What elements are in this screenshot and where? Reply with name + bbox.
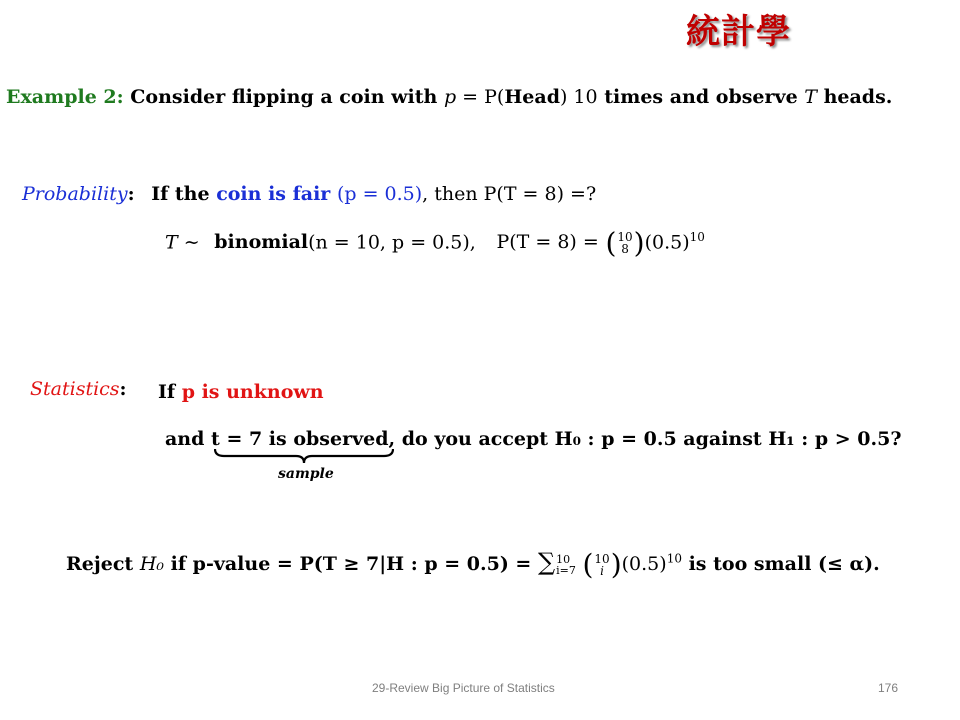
coin-fair: coin is fair xyxy=(216,183,331,205)
binom-args: (n = 10, p = 0.5), xyxy=(308,231,476,254)
binomial-line: T ∼ binomial(n = 10, p = 0.5), P(T = 8) = ( 10 8 )$(0.5)^{10}$ xyxy=(165,226,705,260)
if-unknown-line xyxy=(158,381,324,403)
example-text-a: Consider flipping a coin with xyxy=(130,86,438,108)
p-symbol: p xyxy=(443,86,457,108)
if-word: If xyxy=(158,381,176,403)
probability-label: Probability xyxy=(22,183,128,205)
statistics-line xyxy=(30,378,127,400)
binom-coef xyxy=(617,231,632,255)
binomial-word: binomial xyxy=(214,231,309,254)
binom-bottom: 8 xyxy=(621,242,629,257)
T-symbol: T xyxy=(804,86,817,108)
underbrace xyxy=(214,448,394,464)
T-sim: T ∼ xyxy=(165,231,200,254)
hypothesis-line xyxy=(165,428,901,450)
reject-text-c: is too small (≤ α). xyxy=(688,553,880,575)
binom-top: 10 xyxy=(617,230,633,245)
example-label: Example 2: xyxy=(6,86,124,108)
reject-if: if xyxy=(170,553,187,575)
sum-bottom: i=7 xyxy=(556,564,576,577)
slide-title: 統計學 xyxy=(686,12,791,52)
t-observed: t = 7 is observed xyxy=(211,428,389,450)
reject-line: Reject H₀ if p-value = P(T ≥ 7|H : p = 0.5) = ∑ 10 i=7 ( 10 i )$(0.5)^{10}$ is too small (≤ α). xyxy=(66,548,880,581)
tail-exp: 10 xyxy=(689,230,705,244)
p-fair-expr: (p = 0.5) xyxy=(336,183,423,205)
pt8-expr: P(T = 8) = xyxy=(496,231,599,254)
statistics-colon: : xyxy=(119,378,127,400)
hypothesis-question: , do you accept H₀ : p = 0.5 against H₁ : p > 0.5? xyxy=(388,428,902,450)
p-unknown: p is unknown xyxy=(181,381,324,403)
probability-line xyxy=(22,183,596,205)
then-expr: , then P(T = 8) =? xyxy=(422,183,597,205)
sample-label: sample xyxy=(278,466,334,482)
statistics-label: Statistics xyxy=(30,378,120,400)
and-word: and xyxy=(165,428,205,450)
example-text-b: times and observe xyxy=(604,86,798,108)
page-number: 176 xyxy=(878,681,899,695)
sum-limits xyxy=(556,554,576,576)
reject-tail-exp: 10 xyxy=(666,551,682,566)
reject-text-a: Reject xyxy=(66,553,134,575)
eq-a: = P( xyxy=(456,86,505,108)
head-word: Head xyxy=(504,86,560,108)
if-the: If the xyxy=(151,183,210,205)
example-line xyxy=(6,86,892,108)
reject-binom-bottom: i xyxy=(600,564,604,578)
eq-b: ) 10 xyxy=(559,86,598,108)
reject-binom-top: 10 xyxy=(594,552,610,566)
reject-tail: (0.5) xyxy=(621,553,667,575)
probability-colon: : xyxy=(127,183,135,205)
tail: (0.5) xyxy=(644,231,690,254)
reject-binom xyxy=(594,553,609,577)
h0-symbol: H₀ xyxy=(139,553,164,575)
footer-deck-title: 29-Review Big Picture of Statistics xyxy=(372,681,555,695)
example-text-c: heads. xyxy=(823,86,893,108)
pvalue-expr: p-value = P(T ≥ 7|H : p = 0.5) = xyxy=(192,553,532,575)
sum-top: 10 xyxy=(556,553,571,566)
sum-symbol: ∑ xyxy=(537,548,556,576)
